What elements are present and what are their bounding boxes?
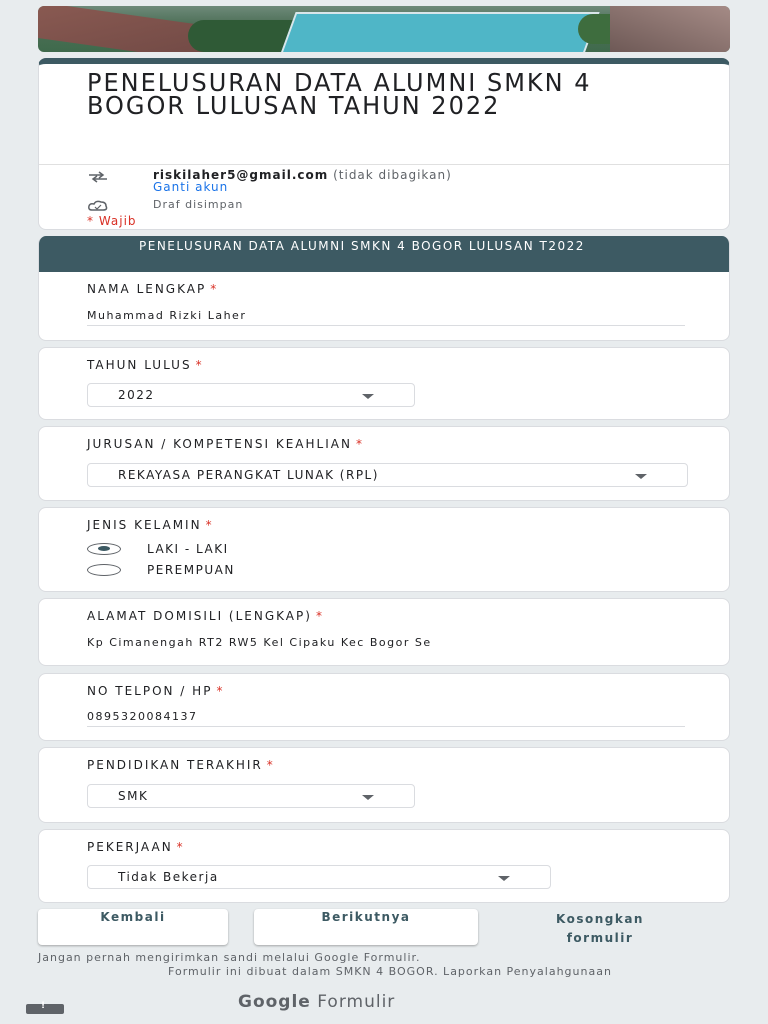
jurusan-dropdown[interactable] (87, 463, 688, 487)
form-title: PENELUSURAN DATA ALUMNI SMKN 4 BOGOR LULUSAN TAHUN 2022 (87, 67, 592, 121)
divider (39, 164, 729, 165)
password-warning: Jangan pernah mengirimkan sandi melalui Google Formulir. (38, 951, 421, 964)
feedback-icon[interactable]: ! (26, 1004, 64, 1014)
account-not-shared-note: (tidak dibagikan) (333, 168, 452, 182)
next-button[interactable]: Berikutnya (254, 909, 478, 945)
created-in-note: Formulir ini dibuat dalam SMKN 4 BOGOR. Laporkan Penyalahgunaan (168, 965, 612, 978)
question-card-pekerjaan (38, 829, 730, 903)
question-label-pendidikan: PENDIDIKAN TERAKHIR * (87, 758, 275, 772)
telpon-input[interactable]: 0895320084137 (87, 710, 685, 727)
pekerjaan-dropdown[interactable] (87, 865, 551, 889)
pekerjaan-selected: Tidak Bekerja (118, 870, 219, 884)
chevron-down-icon (635, 474, 647, 479)
tahun-dropdown[interactable] (87, 383, 415, 407)
question-label-alamat: ALAMAT DOMISILI (LENGKAP) * (87, 609, 324, 623)
header-banner-image (38, 6, 730, 52)
section-heading: PENELUSURAN DATA ALUMNI SMKN 4 BOGOR LULUSAN T2022 (39, 236, 729, 272)
chevron-down-icon (362, 394, 374, 399)
question-label-tahun: TAHUN LULUS * (87, 358, 204, 372)
question-card-alamat (38, 598, 730, 666)
form-title-card (38, 58, 730, 230)
question-label-kelamin: JENIS KELAMIN * (87, 518, 214, 532)
question-label-telpon: NO TELPON / HP * (87, 684, 225, 698)
jurusan-selected: REKAYASA PERANGKAT LUNAK (RPL) (118, 468, 379, 482)
question-card-kelamin: JENIS KELAMIN * LAKI - LAKI PEREMPUAN (38, 507, 730, 592)
cloud-saved-icon (87, 200, 109, 212)
section-card-nama (38, 236, 730, 341)
question-label-nama: NAMA LENGKAP * (87, 282, 219, 296)
pendidikan-selected: SMK (118, 789, 149, 803)
switch-account-link[interactable]: Ganti akun (153, 180, 229, 194)
question-card-pendidikan (38, 747, 730, 823)
clear-form-button[interactable]: Kosongkan formulir (556, 912, 644, 945)
nama-input[interactable]: Muhammad Rizki Laher (87, 309, 685, 326)
radio-selected-icon (87, 543, 121, 555)
question-label-pekerjaan: PEKERJAAN * (87, 840, 185, 854)
question-card-telpon (38, 673, 730, 741)
account-switch-icon (87, 171, 109, 183)
account-email: riskilaher5@gmail.com (153, 168, 329, 182)
pendidikan-dropdown[interactable] (87, 784, 415, 808)
question-card-tahun (38, 347, 730, 420)
back-button[interactable]: Kembali (38, 909, 228, 945)
question-card-jurusan (38, 426, 730, 501)
google-forms-logo[interactable]: Google Formulir (238, 992, 396, 1012)
chevron-down-icon (362, 795, 374, 800)
required-note: * Wajib (87, 214, 137, 228)
chevron-down-icon (498, 876, 510, 881)
tahun-selected: 2022 (118, 388, 155, 402)
alamat-input[interactable]: Kp Cimanengah RT2 RW5 Kel Cipaku Kec Bogor Se (87, 636, 432, 649)
question-label-jurusan: JURUSAN / KOMPETENSI KEAHLIAN * (87, 437, 364, 451)
radio-unselected-icon (87, 564, 121, 576)
draft-saved-status: Draf disimpan (153, 198, 244, 211)
